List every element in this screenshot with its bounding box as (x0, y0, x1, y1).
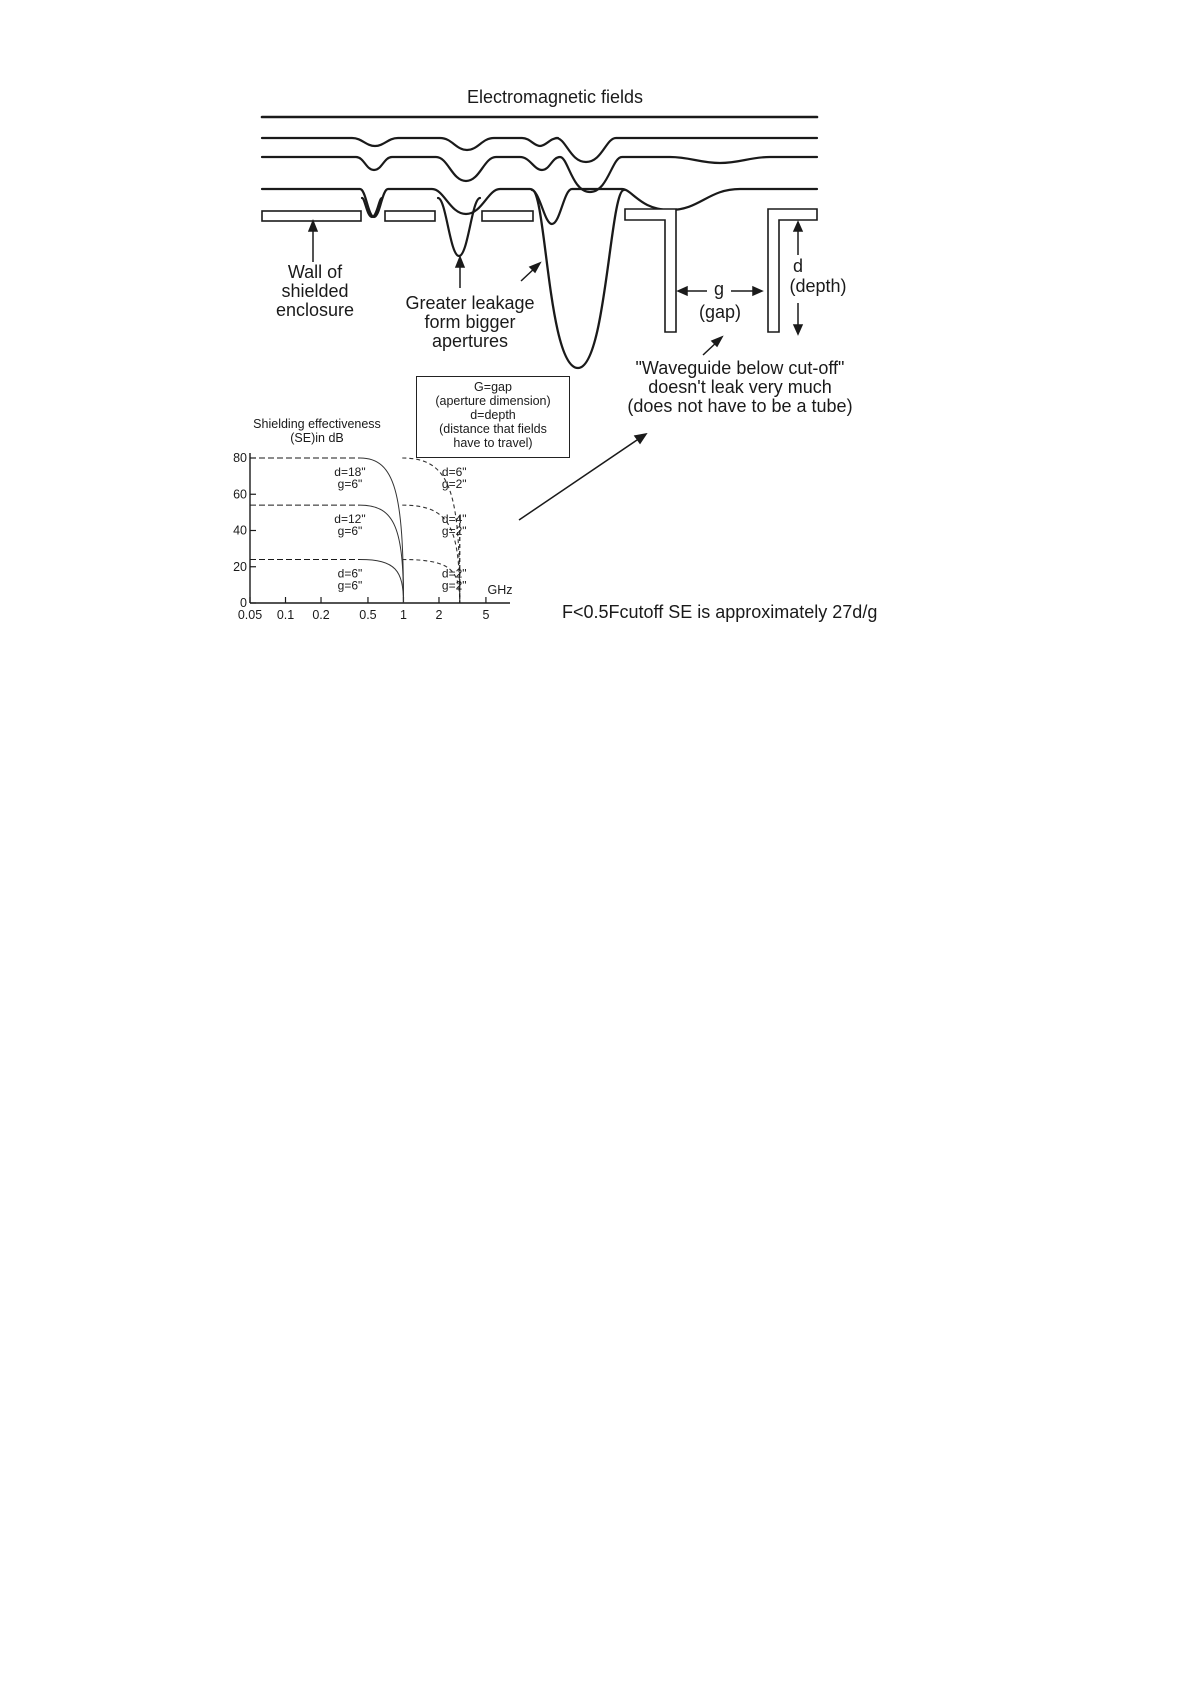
series-label-gap: g=6" (337, 578, 363, 593)
series-label-gap: g=6" (337, 524, 363, 539)
depth-letter: d (792, 256, 803, 276)
series-label-gap: g=2" (441, 524, 467, 539)
y-tick-label: 60 (233, 487, 247, 502)
wall-label-line-3: enclosure (275, 300, 355, 320)
leakage-label-line-3: apertures (431, 331, 509, 351)
x-tick-label: 0.5 (359, 608, 377, 622)
gap-letter: g (713, 279, 724, 299)
series-label-gap: g=2" (441, 578, 467, 593)
x-tick-label: 5 (482, 608, 490, 622)
chart-link-arrowhead (635, 434, 646, 443)
y-tick-label: 0 (240, 596, 247, 610)
chart-title-line-2: (SE)in dB (290, 431, 344, 445)
series-label-gap: g=2" (441, 477, 467, 491)
leakage-arrowhead (456, 257, 464, 267)
waveguide-note-line-2: doesn't leak very much (648, 377, 832, 397)
depth-arrowhead-up (794, 222, 802, 231)
x-tick-label: 2 (435, 608, 443, 622)
series-label-depth: d=18" (334, 465, 366, 479)
legend-line-3: d=depth (470, 408, 516, 422)
wall-arrowhead (309, 221, 317, 231)
x-tick-label: 0.2 (312, 608, 330, 622)
wall-segment-1 (262, 211, 361, 221)
diagram-title: Electromagnetic fields (466, 87, 644, 107)
y-tick-label: 80 (233, 451, 247, 465)
wall-label-line-1: Wall of (287, 262, 343, 282)
depth-word: (depth) (789, 276, 847, 296)
leakage-label-line-1: Greater leakage (405, 293, 535, 313)
legend-line-5: have to travel) (453, 436, 533, 450)
waveguide-note-line-1: "Waveguide below cut-off" (635, 358, 845, 378)
series-label-depth: d=2" (441, 566, 467, 581)
legend-line-1: G=gap (474, 380, 512, 394)
depth-arrowhead-down (794, 325, 802, 334)
waveguide-left-wall (625, 209, 676, 332)
field-line-2 (262, 138, 817, 162)
waveguide-note-line-3: (does not have to be a tube) (627, 396, 853, 416)
series-label-depth: d=12" (334, 512, 366, 527)
legend-line-4: (distance that fields (439, 422, 547, 436)
field-line-3 (262, 157, 817, 192)
leakage-line-medium (438, 198, 480, 256)
legend-line-2: (aperture dimension) (435, 394, 551, 408)
formula-text: F<0.5Fcutoff SE is approximately 27d/g (562, 602, 878, 622)
series-label-depth: d=4" (441, 512, 467, 527)
series-label-gap: g=6" (337, 477, 363, 491)
gap-arrowhead-left (678, 287, 687, 295)
gap-arrowhead-right (753, 287, 762, 295)
leakage-label-line-2: form bigger (424, 312, 516, 332)
chart-title-line-1: Shielding effectiveness (253, 417, 381, 431)
y-tick-label: 20 (233, 559, 247, 574)
x-axis-label: GHz (487, 583, 513, 597)
gap-word: (gap) (698, 302, 742, 322)
y-tick-label: 40 (233, 523, 247, 538)
series-label-depth: d=6" (441, 465, 467, 479)
x-tick-label: 1 (399, 608, 407, 622)
wall-segment-3 (482, 211, 533, 221)
wall-segment-2 (385, 211, 435, 221)
series-label-depth: d=6" (337, 566, 363, 581)
x-tick-label: 0.05 (237, 608, 263, 622)
x-tick-label: 0.1 (276, 608, 295, 622)
wall-label-line-2: shielded (281, 281, 349, 301)
